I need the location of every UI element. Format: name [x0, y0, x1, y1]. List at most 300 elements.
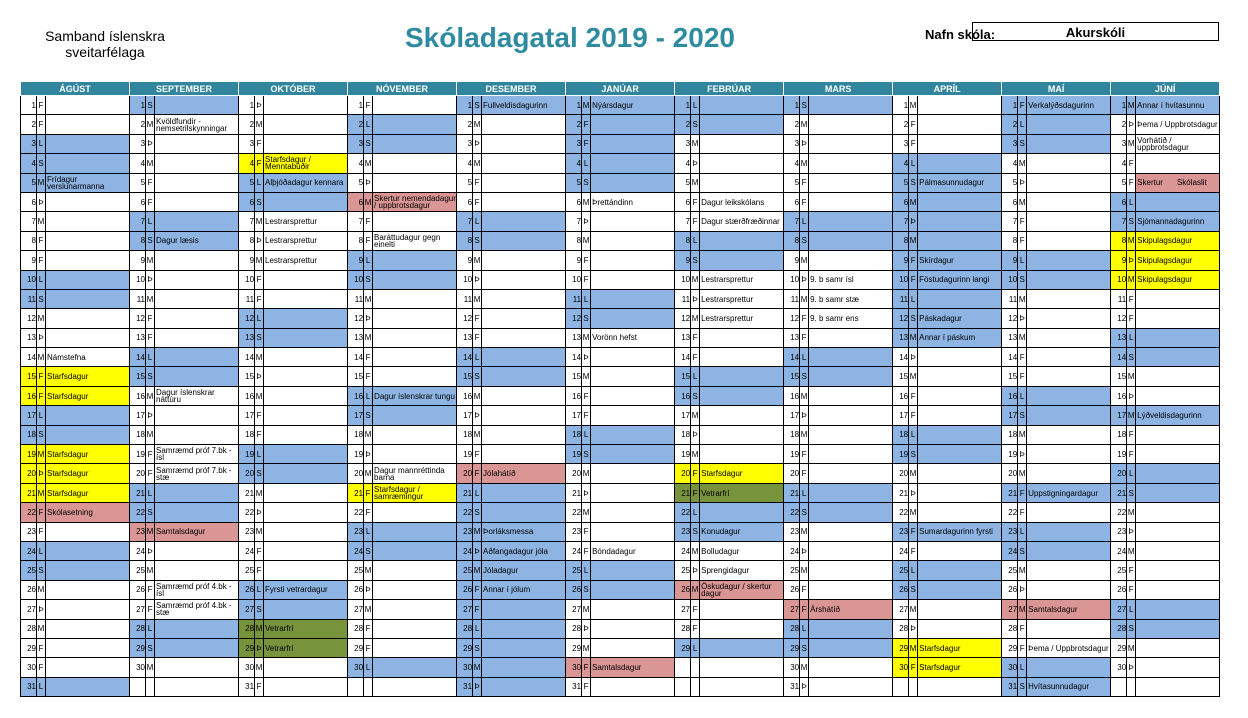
- weekday-letter: F: [1018, 638, 1027, 657]
- day-note: [700, 600, 784, 619]
- weekday-letter: M: [1127, 638, 1136, 657]
- day-note: [1027, 309, 1111, 328]
- weekday-letter: F: [146, 192, 155, 211]
- day-number: 27: [893, 600, 909, 619]
- weekday-letter: M: [473, 115, 482, 134]
- day-note: [46, 541, 130, 560]
- school-name-label: Nafn skóla:: [925, 27, 996, 42]
- weekday-letter: Þ: [800, 541, 809, 560]
- day-note: [482, 270, 566, 289]
- day-note: Skírdagur: [918, 251, 1002, 270]
- weekday-letter: F: [909, 115, 918, 134]
- day-note: [264, 134, 348, 153]
- day-note: [482, 386, 566, 405]
- day-note: [591, 503, 675, 522]
- day-note: [1027, 289, 1111, 308]
- table-row: [21, 309, 1220, 328]
- weekday-letter: F: [364, 96, 373, 115]
- day-number: 29: [130, 638, 146, 657]
- day-number: 16: [784, 386, 800, 405]
- weekday-letter: S: [582, 445, 591, 464]
- weekday-letter: L: [909, 289, 918, 308]
- weekday-letter: M: [582, 96, 591, 115]
- weekday-letter: L: [582, 561, 591, 580]
- day-number: 25: [675, 561, 691, 580]
- day-note: [155, 289, 239, 308]
- weekday-letter: M: [582, 192, 591, 211]
- day-number: 21: [348, 483, 364, 502]
- day-number: 24: [21, 541, 37, 560]
- day-note: [918, 386, 1002, 405]
- day-number: 12: [893, 309, 909, 328]
- weekday-letter: Þ: [1127, 115, 1136, 134]
- day-number: 17: [784, 406, 800, 425]
- table-row: [21, 503, 1220, 522]
- day-number: 21: [457, 483, 473, 502]
- weekday-letter: F: [255, 406, 264, 425]
- day-number: 14: [675, 348, 691, 367]
- day-number: 21: [239, 483, 255, 502]
- month-header: ÁGÚST: [21, 82, 130, 96]
- day-note: [155, 658, 239, 677]
- day-note: Öskudagur / skertur dagur: [700, 580, 784, 599]
- day-number: 24: [130, 541, 146, 560]
- day-note: [373, 503, 457, 522]
- day-number: 8: [784, 231, 800, 250]
- weekday-letter: F: [37, 96, 46, 115]
- weekday-letter: F: [691, 600, 700, 619]
- day-number: 13: [1002, 328, 1018, 347]
- day-number: 16: [21, 386, 37, 405]
- weekday-letter: F: [1127, 173, 1136, 192]
- day-note: 9. b samr stæ: [809, 289, 893, 308]
- weekday-letter: L: [37, 406, 46, 425]
- weekday-letter: S: [909, 173, 918, 192]
- day-number: 11: [1002, 289, 1018, 308]
- day-note: [264, 600, 348, 619]
- day-note: [46, 270, 130, 289]
- empty-cell: [373, 677, 457, 696]
- weekday-letter: S: [37, 289, 46, 308]
- weekday-letter: F: [364, 212, 373, 231]
- day-note: [809, 445, 893, 464]
- day-note: [155, 251, 239, 270]
- weekday-letter: M: [364, 328, 373, 347]
- day-note: [46, 192, 130, 211]
- weekday-letter: M: [37, 445, 46, 464]
- weekday-letter: F: [37, 658, 46, 677]
- day-note: [373, 445, 457, 464]
- day-note: Skertur nemendadagur / uppbrotsdagur: [374, 194, 456, 211]
- day-number: 14: [1111, 348, 1127, 367]
- day-note: [373, 289, 457, 308]
- day-note: [155, 173, 239, 192]
- day-number: 12: [566, 309, 582, 328]
- day-note: [1027, 386, 1111, 405]
- weekday-letter: S: [582, 580, 591, 599]
- weekday-letter: S: [364, 270, 373, 289]
- weekday-letter: F: [1127, 289, 1136, 308]
- weekday-letter: L: [364, 386, 373, 405]
- weekday-letter: S: [800, 638, 809, 657]
- day-note: [591, 367, 675, 386]
- day-note: [264, 677, 348, 696]
- day-number: 24: [348, 541, 364, 560]
- day-note: Starfsdagur: [46, 483, 130, 502]
- day-number: 22: [1111, 503, 1127, 522]
- weekday-letter: M: [691, 270, 700, 289]
- weekday-letter: L: [800, 483, 809, 502]
- day-number: 29: [21, 638, 37, 657]
- weekday-letter: L: [473, 483, 482, 502]
- weekday-letter: F: [473, 600, 482, 619]
- day-note: [482, 289, 566, 308]
- day-note: [482, 677, 566, 696]
- weekday-letter: M: [691, 580, 700, 599]
- table-row: [21, 464, 1220, 483]
- day-number: 25: [784, 561, 800, 580]
- day-number: 3: [893, 134, 909, 153]
- day-number: 15: [1111, 367, 1127, 386]
- weekday-letter: F: [473, 309, 482, 328]
- day-note: [482, 251, 566, 270]
- day-note: Lestrarsprettur: [700, 289, 784, 308]
- day-number: 6: [675, 192, 691, 211]
- day-note: Starfsdagur / samræmingur: [373, 483, 457, 502]
- weekday-letter: Þ: [582, 619, 591, 638]
- day-number: 14: [457, 348, 473, 367]
- day-number: 2: [21, 115, 37, 134]
- day-note: [700, 638, 784, 657]
- day-number: 5: [348, 173, 364, 192]
- day-note: [155, 561, 239, 580]
- day-number: 8: [239, 231, 255, 250]
- weekday-letter: M: [909, 231, 918, 250]
- day-number: 13: [348, 328, 364, 347]
- day-note: [700, 251, 784, 270]
- day-note: [264, 309, 348, 328]
- weekday-letter: M: [146, 289, 155, 308]
- weekday-letter: F: [1127, 425, 1136, 444]
- weekday-letter: Þ: [473, 677, 482, 696]
- day-number: 28: [1111, 619, 1127, 638]
- day-note: [1027, 445, 1111, 464]
- day-number: 29: [1111, 638, 1127, 657]
- day-note: Annar í páskum: [918, 328, 1002, 347]
- weekday-letter: S: [146, 367, 155, 386]
- day-number: 8: [348, 231, 364, 250]
- weekday-letter: S: [146, 503, 155, 522]
- day-note: Dagur mannréttinda barna: [373, 464, 457, 483]
- day-number: 3: [239, 134, 255, 153]
- day-number: 7: [566, 212, 582, 231]
- day-number: 13: [130, 328, 146, 347]
- weekday-letter: L: [909, 561, 918, 580]
- day-note: [155, 134, 239, 153]
- day-note: Samtalsdagur: [1027, 600, 1111, 619]
- day-note: [1136, 289, 1220, 308]
- day-note: Lestrarsprettur: [700, 309, 784, 328]
- day-note: [591, 289, 675, 308]
- weekday-letter: M: [364, 154, 373, 173]
- day-note: Skipulagsdagur: [1136, 251, 1220, 270]
- org-line-1: Samband íslenskra: [45, 28, 165, 44]
- day-number: 22: [784, 503, 800, 522]
- day-number: 1: [566, 96, 582, 115]
- day-number: 18: [348, 425, 364, 444]
- weekday-letter: L: [691, 231, 700, 250]
- day-note: [373, 328, 457, 347]
- weekday-letter: Þ: [37, 464, 46, 483]
- day-number: 17: [130, 406, 146, 425]
- weekday-letter: M: [909, 96, 918, 115]
- day-note: Samtalsdagur: [155, 522, 239, 541]
- day-number: 17: [348, 406, 364, 425]
- weekday-letter: M: [582, 231, 591, 250]
- day-note: [809, 541, 893, 560]
- day-note: Hvítasunnudagur: [1027, 677, 1111, 696]
- day-note: [1136, 464, 1220, 483]
- table-row: [21, 289, 1220, 308]
- day-note: [264, 328, 348, 347]
- day-note: [1136, 367, 1220, 386]
- day-number: 21: [1111, 483, 1127, 502]
- day-number: 3: [566, 134, 582, 153]
- day-number: 24: [239, 541, 255, 560]
- weekday-letter: M: [691, 309, 700, 328]
- day-number: 24: [1002, 541, 1018, 560]
- school-name-field[interactable]: Akurskóli: [972, 22, 1219, 41]
- weekday-letter: S: [909, 309, 918, 328]
- weekday-letter: M: [255, 619, 264, 638]
- day-number: 14: [348, 348, 364, 367]
- weekday-letter: S: [37, 154, 46, 173]
- day-number: 20: [239, 464, 255, 483]
- weekday-letter: L: [473, 348, 482, 367]
- day-number: 19: [130, 445, 146, 464]
- day-number: 19: [348, 445, 364, 464]
- weekday-letter: F: [800, 580, 809, 599]
- day-number: 10: [21, 270, 37, 289]
- day-number: 18: [239, 425, 255, 444]
- weekday-letter: F: [1127, 445, 1136, 464]
- weekday-letter: F: [1127, 309, 1136, 328]
- weekday-letter: L: [255, 173, 264, 192]
- day-number: 8: [1002, 231, 1018, 250]
- weekday-letter: M: [1018, 464, 1027, 483]
- day-number: 21: [893, 483, 909, 502]
- weekday-letter: Þ: [473, 541, 482, 560]
- day-number: 25: [130, 561, 146, 580]
- weekday-letter: M: [909, 503, 918, 522]
- day-note: [591, 483, 675, 502]
- day-number: 19: [784, 445, 800, 464]
- weekday-letter: M: [255, 658, 264, 677]
- weekday-letter: Þ: [1127, 386, 1136, 405]
- day-number: 16: [130, 386, 146, 405]
- day-number: 12: [1111, 309, 1127, 328]
- day-number: 9: [21, 251, 37, 270]
- day-note: Páskadagur: [918, 309, 1002, 328]
- day-note: [809, 367, 893, 386]
- table-row: [21, 154, 1220, 173]
- weekday-letter: S: [255, 328, 264, 347]
- day-note: [46, 212, 130, 231]
- weekday-letter: M: [800, 561, 809, 580]
- day-number: 5: [675, 173, 691, 192]
- day-number: 11: [239, 289, 255, 308]
- day-note: [918, 348, 1002, 367]
- day-note: Þema / Uppbrotsdagur: [1136, 115, 1220, 134]
- day-note: Samræmd próf 4.bk - stæ: [155, 600, 239, 619]
- weekday-letter: Þ: [800, 406, 809, 425]
- day-note: [155, 154, 239, 173]
- table-row: [21, 270, 1220, 289]
- day-note: [155, 638, 239, 657]
- day-number: 30: [1002, 658, 1018, 677]
- day-number: 31: [457, 677, 473, 696]
- day-note: [482, 154, 566, 173]
- day-note: [591, 522, 675, 541]
- day-number: 9: [566, 251, 582, 270]
- day-number: 8: [566, 231, 582, 250]
- day-note: [809, 425, 893, 444]
- weekday-letter: S: [146, 231, 155, 250]
- weekday-letter: F: [146, 328, 155, 347]
- day-number: 25: [893, 561, 909, 580]
- day-number: 22: [21, 503, 37, 522]
- weekday-letter: F: [473, 464, 482, 483]
- day-note: [46, 561, 130, 580]
- day-number: 10: [1111, 270, 1127, 289]
- day-note: [264, 289, 348, 308]
- day-note: [1136, 619, 1220, 638]
- day-number: 4: [1002, 154, 1018, 173]
- weekday-letter: M: [146, 386, 155, 405]
- day-note: [1136, 638, 1220, 657]
- weekday-letter: Þ: [582, 483, 591, 502]
- weekday-letter: Þ: [255, 231, 264, 250]
- day-note: [700, 445, 784, 464]
- day-note: [373, 173, 457, 192]
- day-number: 23: [21, 522, 37, 541]
- weekday-letter: M: [146, 115, 155, 134]
- day-number: 27: [348, 600, 364, 619]
- day-note: [155, 406, 239, 425]
- weekday-letter: M: [909, 192, 918, 211]
- day-number: 15: [457, 367, 473, 386]
- day-number: 13: [457, 328, 473, 347]
- day-number: 6: [1002, 192, 1018, 211]
- weekday-letter: L: [1127, 192, 1136, 211]
- weekday-letter: M: [473, 154, 482, 173]
- day-note: Sprengidagur: [700, 561, 784, 580]
- day-number: 5: [566, 173, 582, 192]
- day-note: Lestrarsprettur: [264, 231, 348, 250]
- weekday-letter: L: [255, 309, 264, 328]
- day-number: 16: [566, 386, 582, 405]
- weekday-letter: S: [1018, 406, 1027, 425]
- day-number: 3: [130, 134, 146, 153]
- weekday-letter: Þ: [1018, 173, 1027, 192]
- weekday-letter: S: [691, 386, 700, 405]
- day-note: Samræmd próf 4.bk - ísl: [155, 580, 239, 599]
- day-note: [591, 561, 675, 580]
- weekday-letter: L: [37, 677, 46, 696]
- day-note: Samræmd próf 7.bk - stæ: [155, 464, 239, 483]
- day-number: 13: [784, 328, 800, 347]
- day-note: [155, 483, 239, 502]
- day-number: 2: [239, 115, 255, 134]
- weekday-letter: L: [146, 483, 155, 502]
- day-number: 29: [457, 638, 473, 657]
- day-note: [264, 522, 348, 541]
- weekday-letter: M: [37, 173, 46, 192]
- day-note: [1027, 561, 1111, 580]
- day-number: 9: [348, 251, 364, 270]
- weekday-letter: F: [691, 464, 700, 483]
- weekday-letter: M: [691, 134, 700, 153]
- weekday-letter: F: [364, 483, 373, 502]
- weekday-letter: Þ: [473, 406, 482, 425]
- day-number: 8: [675, 231, 691, 250]
- empty-cell: [909, 677, 918, 696]
- day-number: 9: [893, 251, 909, 270]
- weekday-letter: S: [1018, 541, 1027, 560]
- day-note: Alþjóðadagur kennara: [264, 173, 348, 192]
- day-number: 10: [457, 270, 473, 289]
- day-number: 26: [457, 580, 473, 599]
- weekday-letter: M: [37, 483, 46, 502]
- day-number: 29: [566, 638, 582, 657]
- day-note: [591, 154, 675, 173]
- day-note-2: Skólaslit: [1176, 178, 1207, 188]
- table-row: [21, 483, 1220, 502]
- day-number: 14: [130, 348, 146, 367]
- day-number: 18: [784, 425, 800, 444]
- day-number: 2: [457, 115, 473, 134]
- weekday-letter: F: [1018, 348, 1027, 367]
- weekday-letter: F: [37, 503, 46, 522]
- weekday-letter: S: [1018, 270, 1027, 289]
- day-note: Konudagur: [700, 522, 784, 541]
- weekday-letter: F: [800, 309, 809, 328]
- weekday-letter: L: [582, 425, 591, 444]
- day-note: [155, 367, 239, 386]
- day-number: 29: [784, 638, 800, 657]
- day-number: 23: [130, 522, 146, 541]
- weekday-letter: F: [255, 134, 264, 153]
- day-note: [155, 192, 239, 211]
- weekday-letter: F: [909, 251, 918, 270]
- weekday-letter: L: [473, 212, 482, 231]
- day-note: [1027, 251, 1111, 270]
- day-number: 27: [566, 600, 582, 619]
- weekday-letter: M: [1127, 134, 1136, 153]
- weekday-letter: M: [691, 173, 700, 192]
- day-number: 11: [130, 289, 146, 308]
- weekday-letter: F: [582, 386, 591, 405]
- weekday-letter: Þ: [800, 677, 809, 696]
- weekday-letter: Þ: [691, 425, 700, 444]
- day-number: 26: [893, 580, 909, 599]
- day-number: 30: [1111, 658, 1127, 677]
- day-note: [918, 503, 1002, 522]
- day-note: [1136, 173, 1220, 192]
- weekday-letter: F: [582, 522, 591, 541]
- weekday-letter: M: [691, 406, 700, 425]
- day-number: 21: [566, 483, 582, 502]
